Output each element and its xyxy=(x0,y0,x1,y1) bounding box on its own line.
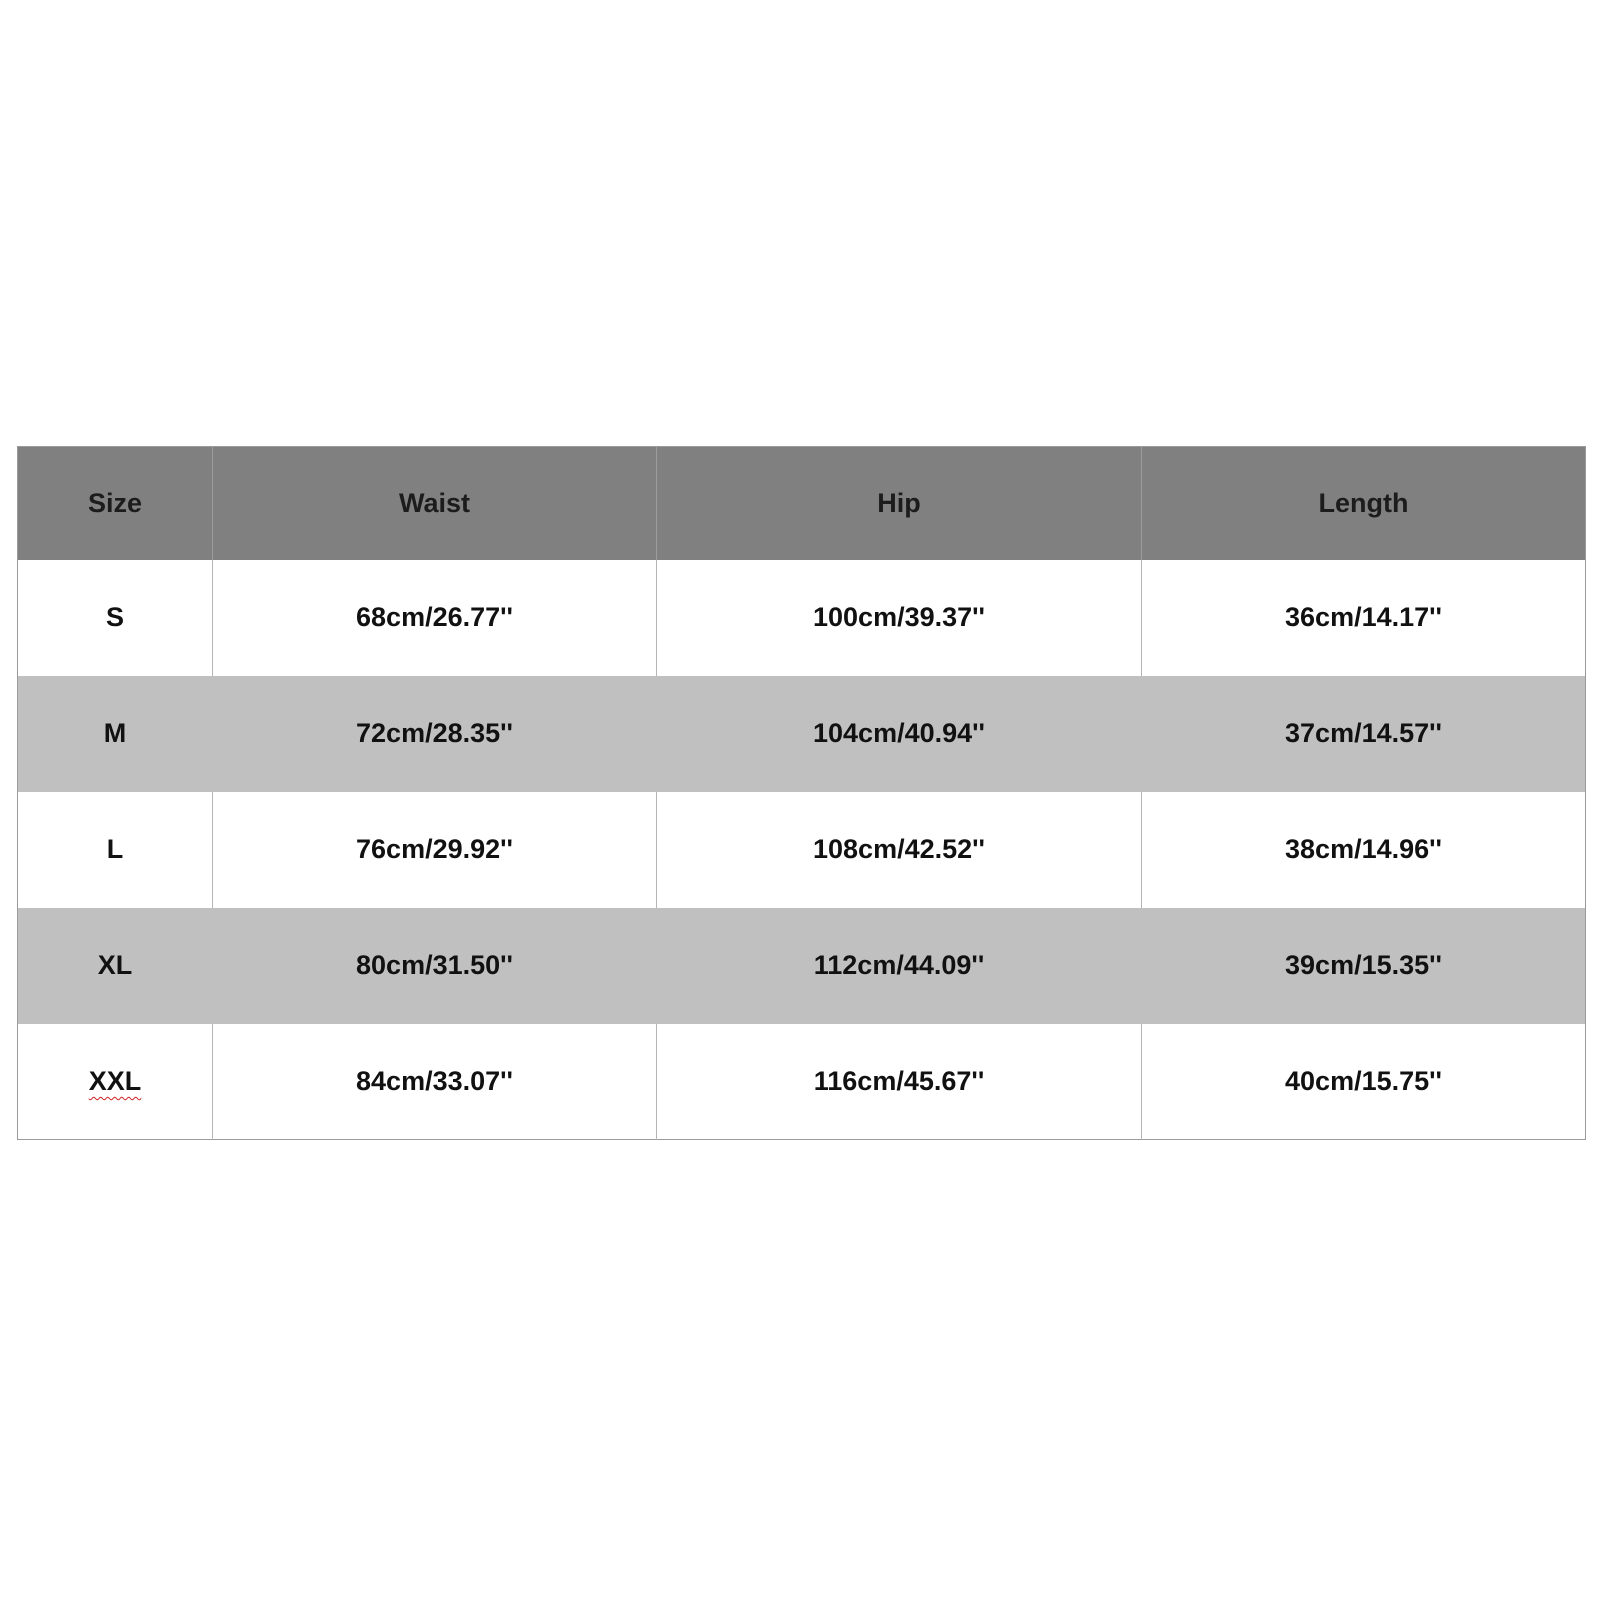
header-row xyxy=(18,447,1586,560)
table-row xyxy=(18,560,1586,676)
length-cell: 38cm/14.96'' xyxy=(1142,792,1586,908)
table-row xyxy=(18,908,1586,1024)
table-body xyxy=(18,560,1586,1140)
waist-cell: 80cm/31.50'' xyxy=(213,908,657,1024)
size-cell xyxy=(18,1024,213,1140)
waist-cell: 76cm/29.92'' xyxy=(213,792,657,908)
length-cell: 39cm/15.35'' xyxy=(1142,908,1586,1024)
size-cell: S xyxy=(105,602,124,632)
header-waist: Waist xyxy=(213,447,657,560)
length-cell: 36cm/14.17'' xyxy=(1142,560,1586,676)
length-cell: 37cm/14.57'' xyxy=(1142,676,1586,792)
hip-cell: 108cm/42.52'' xyxy=(657,792,1142,908)
length-cell: 40cm/15.75'' xyxy=(1142,1024,1586,1140)
table-row xyxy=(18,1024,1586,1140)
hip-cell: 100cm/39.37'' xyxy=(657,560,1142,676)
hip-cell: 104cm/40.94'' xyxy=(657,676,1142,792)
hip-cell: 112cm/44.09'' xyxy=(657,908,1142,1024)
header-hip: Hip xyxy=(657,447,1142,560)
size-chart-table xyxy=(17,446,1586,1140)
table-row xyxy=(18,676,1586,792)
header-length: Length xyxy=(1142,447,1586,560)
header-size: Size xyxy=(87,487,143,518)
size-label-spellcheck: XXL xyxy=(88,1065,142,1096)
waist-cell: 68cm/26.77'' xyxy=(213,560,657,676)
waist-cell: 72cm/28.35'' xyxy=(213,676,657,792)
size-cell: L xyxy=(106,834,124,864)
table-row xyxy=(18,792,1586,908)
size-cell: XL xyxy=(97,950,133,980)
size-cell: M xyxy=(103,718,127,748)
waist-cell: 84cm/33.07'' xyxy=(213,1024,657,1140)
hip-cell: 116cm/45.67'' xyxy=(657,1024,1142,1140)
table-header xyxy=(18,447,1586,560)
